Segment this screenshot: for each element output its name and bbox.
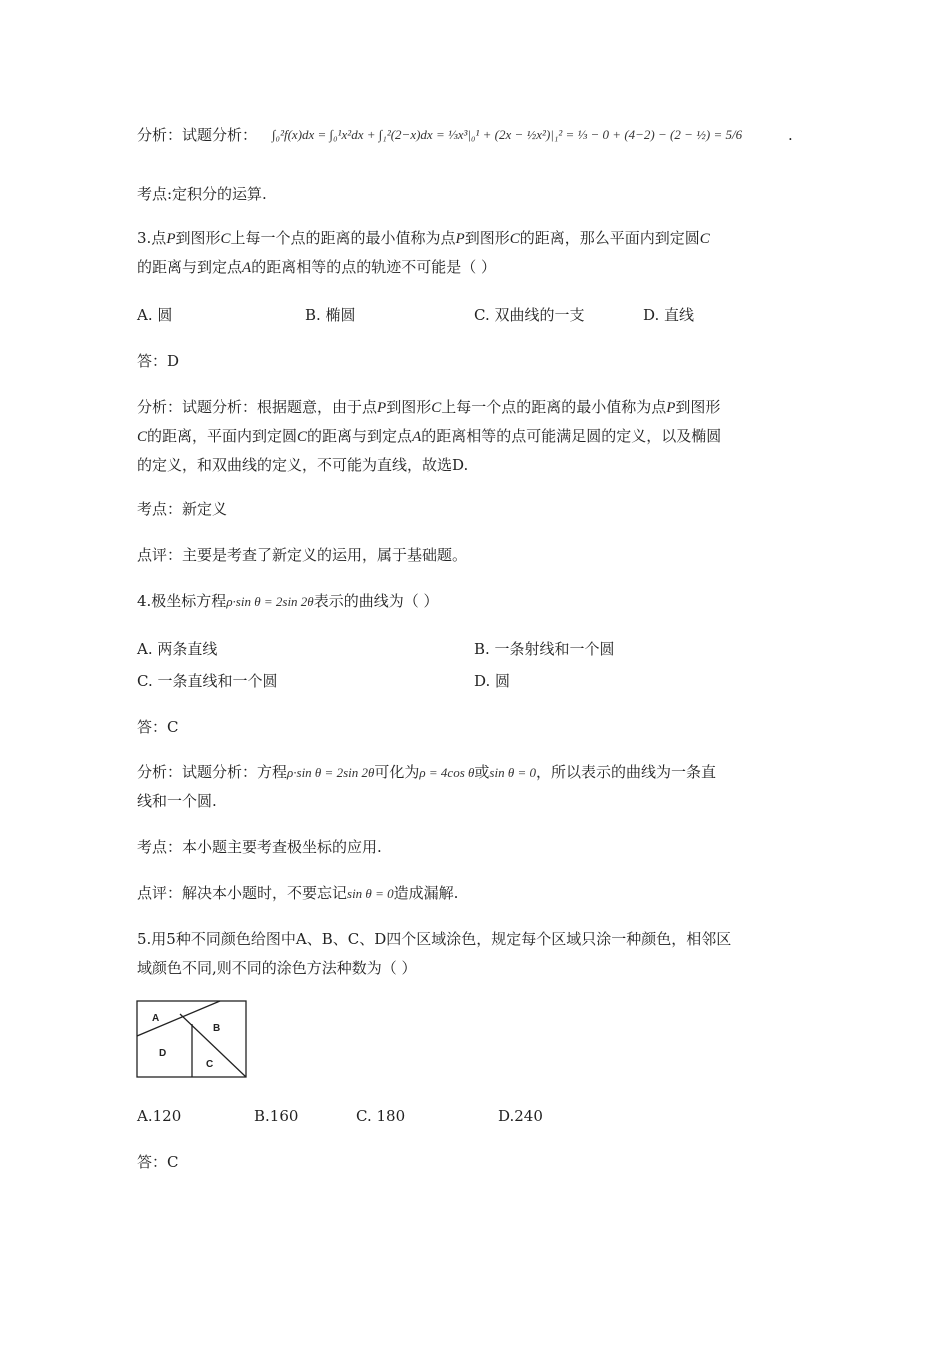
integral-formula: ∫₀²f(x)dx = ∫₀¹x²dx + ∫₁²(2−x)dx = ⅓x³|₀¹ + (2x − ½x²)|₁² = ⅓ − 0 + (4−2) − (2 − ½) = 5/6 [272,127,743,142]
q4-stem: 4.极坐标方程ρ·sin θ = 2sin 2θ表示的曲线为（ ） [137,592,439,610]
region-label-d: D [159,1048,167,1059]
q4-analysis-line2: 线和一个圆. [137,792,217,810]
kaodian-integral: 考点:定积分的运算. [137,185,267,203]
q3-stem-line1: 3.点P到图形C上每一个点的距离的最小值称为点P到图形C的距离，那么平面内到定圆C [137,229,710,247]
q4-dianping: 点评：解决本小题时，不要忘记sin θ = 0造成漏解. [137,884,459,902]
q4-kaodian: 考点：本小题主要考查极坐标的应用. [137,838,382,856]
q5-option-a: A.120 [137,1107,182,1125]
region-label-a: A [152,1013,160,1024]
q5-option-c: C. 180 [356,1107,406,1125]
region-coloring-figure [136,1000,248,1080]
q5-option-b: B.160 [254,1107,299,1125]
q3-option-c: C. 双曲线的一支 [474,306,585,324]
region-label-b: B [213,1023,221,1034]
region-label-c: C [206,1059,214,1070]
q5-stem-line2: 域颜色不同,则不同的涂色方法种数为（ ） [137,959,417,977]
analysis-prefix: 分析：试题分析： [137,126,258,144]
q3-dianping: 点评：主要是考查了新定义的运用，属于基础题。 [137,546,468,564]
q3-kaodian: 考点：新定义 [137,500,228,518]
q4-option-a: A. 两条直线 [137,640,218,658]
q3-option-a: A. 圆 [137,306,173,324]
q4-analysis-line1: 分析：试题分析：方程ρ·sin θ = 2sin 2θ可化为ρ = 4cos θ或sin θ = 0，所以表示的曲线为一条直 [137,763,717,781]
q4-answer: 答：C [137,718,179,736]
q3-answer: 答：D [137,352,180,370]
q3-analysis-line2: C的距离，平面内到定圆C的距离与到定点A的距离相等的点可能满足圆的定义，以及椭圆 [137,427,722,445]
q5-option-d: D.240 [498,1107,543,1125]
q3-stem-line2: 的距离与到定点A的距离相等的点的轨迹不可能是（ ） [137,258,496,276]
divider-a-bd [137,1001,220,1036]
q4-option-b: B. 一条射线和一个圆 [474,640,615,658]
formula-period: . [788,126,793,144]
q5-stem-line1: 5.用5种不同颜色给图中A、B、C、D四个区域涂色，规定每个区域只涂一种颜色，相邻区 [137,930,732,948]
q4-option-d: D. 圆 [474,672,511,690]
q5-answer: 答：C [137,1153,179,1171]
q3-option-b: B. 椭圆 [305,306,356,324]
q3-option-d: D. 直线 [643,306,695,324]
q3-analysis-line3: 的定义，和双曲线的定义，不可能为直线，故选D. [137,456,469,474]
q4-option-c: C. 一条直线和一个圆 [137,672,278,690]
q3-analysis-line1: 分析：试题分析：根据题意，由于点P到图形C上每一个点的距离的最小值称为点P到图形 [137,398,721,416]
